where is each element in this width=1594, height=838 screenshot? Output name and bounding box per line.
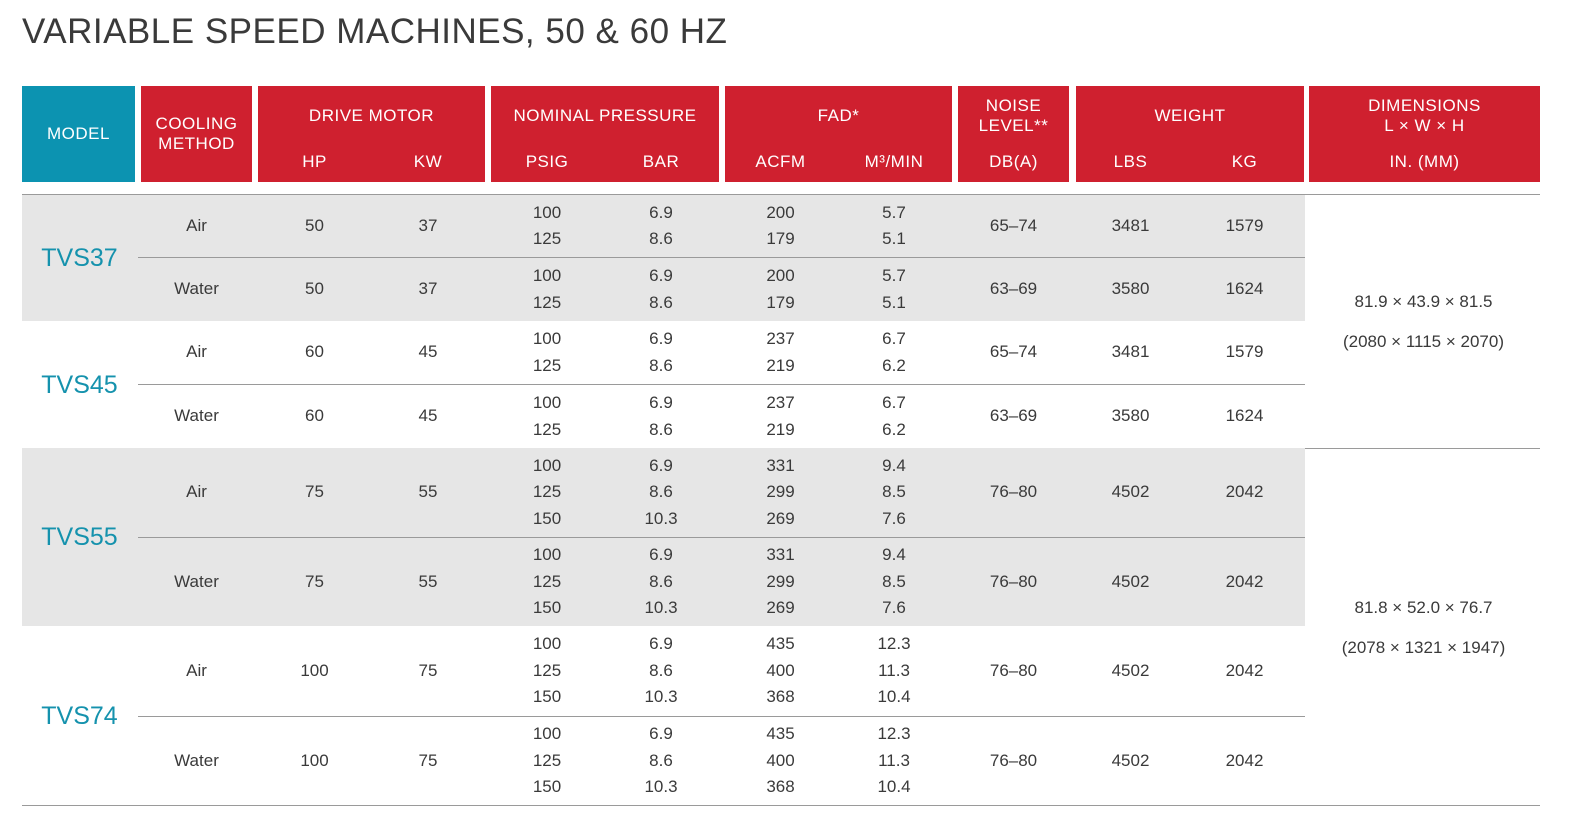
cell-acfm-line: 200 [766,266,795,285]
cell-bar [603,542,719,622]
cell-bar [603,721,719,801]
cell-m3min [836,326,952,379]
cell-hp: 50 [305,279,324,299]
cell-cooling: Air [186,342,207,362]
cell-acfm [725,390,836,443]
cell-bar-line: 6.9 [649,455,673,475]
dimensions-inches-2: 81.8 × 52.0 × 76.7 [1354,598,1493,617]
cell-acfm-line: 368 [766,687,795,707]
cell-psig-line: 125 [532,229,562,248]
cell-kw: 55 [418,571,438,591]
cell-cooling: Air [186,482,207,502]
rule-dim-split [1305,448,1540,449]
header-lbs: LBS [1113,152,1148,171]
cell-m3min-line: 8.5 [882,571,906,591]
cell-m3min-line: 5.1 [882,229,906,248]
rule-top [22,194,1540,195]
cell-bar [603,453,719,533]
cell-hp: 60 [305,342,324,362]
cell-bar-line: 8.6 [649,571,673,591]
cell-m3min-line: 7.6 [882,508,906,528]
cell-psig-line: 100 [532,266,562,285]
cell-lbs: 3580 [1111,406,1150,426]
cell-bar [603,263,719,316]
cell-psig-line: 150 [532,777,562,797]
cell-psig [491,390,603,443]
cell-kg: 1579 [1225,215,1264,235]
cell-psig-line: 150 [532,508,562,528]
cell-cooling: Water [174,571,219,591]
header-fad-label: FAD* [817,106,860,125]
cell-dba: 65–74 [989,342,1038,362]
cell-kw: 45 [418,342,438,362]
cell-bar [603,390,719,443]
cell-bar-line: 8.6 [649,419,673,439]
cell-dba: 76–80 [989,750,1038,770]
cell-m3min [836,200,952,253]
rule-bottom [22,805,1540,806]
model-name-tvs55: TVS55 [41,523,118,551]
cell-psig [491,200,603,253]
cell-bar-line: 8.6 [649,292,673,312]
cell-m3min-line: 7.6 [882,598,906,618]
cell-cooling: Water [174,279,219,299]
cell-acfm-line: 219 [766,355,795,375]
cell-psig-line: 100 [532,724,562,744]
cell-bar-line: 10.3 [644,508,678,528]
cell-acfm-line: 400 [766,750,795,770]
cell-m3min-line: 10.4 [877,687,911,707]
cell-m3min-line: 11.3 [878,660,910,680]
cell-psig-line: 150 [532,687,562,707]
cell-psig [491,631,603,711]
cell-psig-line: 125 [532,571,562,591]
cell-lbs: 3580 [1111,279,1150,299]
model-name-tvs74: TVS74 [41,702,118,730]
cell-lbs: 3481 [1111,342,1150,362]
cell-psig-line: 125 [532,292,562,312]
header-noise-label: NOISE LEVEL** [978,96,1049,135]
cell-m3min [836,631,952,711]
cell-hp: 50 [305,215,324,235]
cell-lbs: 4502 [1111,571,1150,591]
cell-acfm-line: 269 [766,598,795,618]
cell-psig [491,721,603,801]
cell-dba: 63–69 [989,406,1038,426]
cell-bar-line: 8.6 [649,229,673,248]
cell-kw: 75 [418,750,438,770]
header-drive-motor-label: DRIVE MOTOR [308,106,435,125]
cell-bar-line: 10.3 [644,777,678,797]
header-kg: KG [1231,152,1258,171]
cell-acfm-line: 237 [766,329,795,348]
cell-acfm [725,200,836,253]
cell-kg: 1579 [1225,342,1264,362]
cell-m3min [836,390,952,443]
cell-m3min-line: 12.3 [877,634,911,654]
cell-bar-line: 8.6 [649,750,673,770]
header-weight-label: WEIGHT [1154,106,1226,125]
cell-psig [491,453,603,533]
cell-psig-line: 125 [532,355,562,375]
cell-m3min [836,453,952,533]
cell-psig [491,542,603,622]
cell-psig-line: 125 [532,482,562,502]
cell-m3min-line: 6.2 [882,419,906,439]
header-in-mm: IN. (MM) [1389,152,1460,171]
rule-tvs74-split [138,716,1305,717]
cell-psig-line: 100 [532,393,562,412]
cell-psig [491,263,603,316]
cell-kg: 2042 [1225,482,1264,502]
cell-m3min-line: 6.7 [882,393,906,412]
cell-hp: 75 [305,482,324,502]
cell-bar [603,631,719,711]
cell-hp: 100 [300,660,329,680]
cell-psig-line: 100 [532,545,562,565]
cell-hp: 60 [305,406,324,426]
cell-m3min-line: 9.4 [882,545,906,565]
cell-m3min-line: 8.5 [882,482,906,502]
cell-bar-line: 8.6 [649,660,673,680]
header-model-label: MODEL [47,124,110,143]
cell-acfm-line: 299 [766,571,795,591]
cell-m3min [836,542,952,622]
cell-kg: 2042 [1225,571,1264,591]
cell-acfm-line: 219 [766,419,795,439]
cell-m3min [836,263,952,316]
cell-kw: 75 [418,660,438,680]
cell-bar-line: 6.9 [649,634,673,654]
cell-bar-line: 6.9 [649,545,673,565]
cell-psig [491,326,603,379]
header-acfm: ACFM [755,152,806,171]
header-nominal-pressure [491,86,719,182]
cell-m3min-line: 10.4 [877,777,911,797]
cell-kg: 1624 [1225,406,1264,426]
cell-psig-line: 125 [532,660,562,680]
cell-psig-line: 100 [532,455,562,475]
cell-kg: 1624 [1225,279,1264,299]
cell-acfm [725,631,836,711]
cell-cooling: Air [186,215,207,235]
cell-cooling: Water [174,750,219,770]
cell-psig-line: 100 [532,329,562,348]
cell-acfm [725,721,836,801]
cell-hp: 75 [305,571,324,591]
cell-m3min [836,721,952,801]
cell-lbs: 4502 [1111,660,1150,680]
cell-bar-line: 6.9 [649,202,673,222]
cell-acfm-line: 331 [766,455,795,475]
cell-bar-line: 8.6 [649,482,673,502]
cell-bar-line: 6.9 [649,266,673,285]
cell-dba: 76–80 [989,571,1038,591]
cell-acfm-line: 179 [766,229,795,248]
cell-kg: 2042 [1225,750,1264,770]
cell-lbs: 4502 [1111,482,1150,502]
cell-acfm-line: 368 [766,777,795,797]
cell-psig-line: 150 [532,598,562,618]
page-title: VARIABLE SPEED MACHINES, 50 & 60 HZ [22,12,728,51]
cell-acfm-line: 179 [766,292,795,312]
cell-acfm-line: 400 [766,660,795,680]
cell-m3min-line: 5.7 [882,202,906,222]
header-nominal-pressure-label: NOMINAL PRESSURE [513,106,697,125]
cell-acfm-line: 435 [766,724,795,744]
cell-acfm-line: 435 [766,634,795,654]
cell-acfm [725,542,836,622]
cell-cooling: Water [174,406,219,426]
cell-bar-line: 6.9 [649,724,673,744]
header-noise [958,86,1069,182]
cell-acfm [725,453,836,533]
cell-kw: 55 [418,482,438,502]
cell-m3min-line: 9.4 [882,455,906,475]
header-dimensions [1309,86,1540,182]
header-m3min: M³/MIN [864,152,924,171]
header-drive-motor [258,86,485,182]
cell-m3min-line: 6.2 [882,355,906,375]
cell-acfm-line: 331 [766,545,795,565]
cell-bar-line: 10.3 [644,598,678,618]
cell-acfm-line: 237 [766,393,795,412]
cell-lbs: 3481 [1111,215,1150,235]
cell-bar-line: 6.9 [649,329,673,348]
cell-bar [603,326,719,379]
header-cooling-label: COOLING METHOD [155,114,238,153]
rule-tvs55-split [138,537,1305,538]
cell-acfm-line: 299 [766,482,795,502]
cell-lbs: 4502 [1111,750,1150,770]
cell-bar-line: 6.9 [649,393,673,412]
cell-dba: 76–80 [989,660,1038,680]
cell-m3min-line: 5.7 [882,266,906,285]
cell-psig-line: 100 [532,634,562,654]
header-dba: DB(A) [989,152,1038,171]
cell-bar-line: 10.3 [644,687,678,707]
cell-psig-line: 100 [532,202,562,222]
header-weight [1076,86,1304,182]
rule-tvs45-split [138,384,1305,385]
cell-acfm-line: 200 [766,202,795,222]
cell-kw: 37 [418,215,438,235]
cell-m3min-line: 12.3 [877,724,911,744]
header-model [22,86,135,182]
header-fad [725,86,952,182]
dimensions-mm-2: (2078 × 1321 × 1947) [1341,638,1506,657]
header-cooling [141,86,252,182]
cell-acfm [725,326,836,379]
cell-acfm-line: 269 [766,508,795,528]
cell-kg: 2042 [1225,660,1264,680]
cell-bar-line: 8.6 [649,355,673,375]
cell-dba: 76–80 [989,482,1038,502]
cell-acfm [725,263,836,316]
dimensions-mm-1: (2080 × 1115 × 2070) [1342,332,1504,351]
cell-hp: 100 [300,750,329,770]
header-hp: HP [302,152,327,171]
cell-psig-line: 125 [532,419,562,439]
header-dimensions-label: DIMENSIONS L × W × H [1368,96,1481,135]
model-name-tvs45: TVS45 [41,371,118,399]
cell-m3min-line: 5.1 [882,292,906,312]
cell-dba: 65–74 [989,215,1038,235]
cell-dba: 63–69 [989,279,1038,299]
cell-cooling: Air [186,660,207,680]
header-kw: KW [413,152,443,171]
cell-bar [603,200,719,253]
rule-tvs37-split [138,257,1305,258]
header-psig: PSIG [525,152,569,171]
model-name-tvs37: TVS37 [41,244,118,272]
cell-psig-line: 125 [532,750,562,770]
dimensions-inches-1: 81.9 × 43.9 × 81.5 [1354,292,1493,311]
cell-m3min-line: 6.7 [882,329,906,348]
cell-m3min-line: 11.3 [878,750,910,770]
cell-kw: 37 [418,279,438,299]
cell-kw: 45 [418,406,438,426]
header-bar: BAR [642,152,680,171]
